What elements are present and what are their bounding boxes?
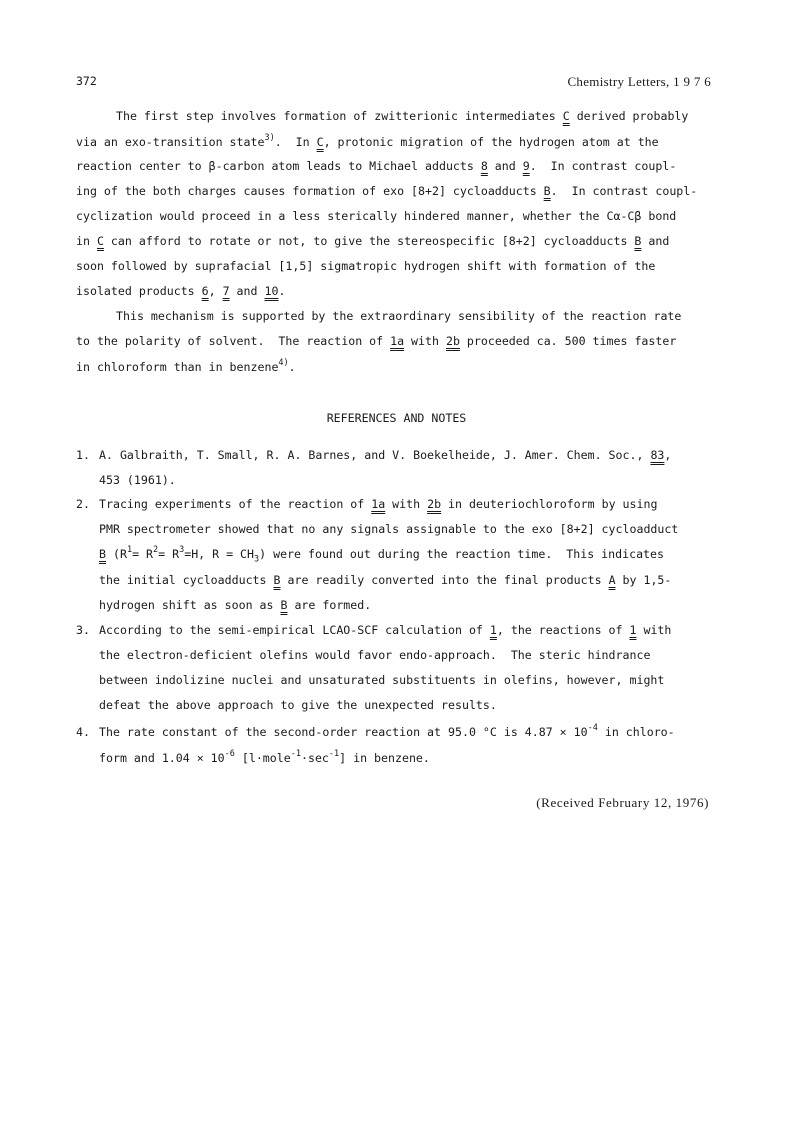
text-line: A. Galbraith, T. Small, R. A. Barnes, and V. Boekelheide, J. Amer. Chem. Soc., 83, [99, 448, 672, 462]
journal-header: Chemistry Letters, 1 9 7 6 [567, 74, 711, 89]
text-line: PMR spectrometer showed that no any signals assignable to the exo [8+2] cycloadduct [99, 522, 679, 536]
text-line: to the polarity of solvent. The reaction of 1a with 2b proceeded ca. 500 times faster [76, 334, 677, 348]
text-line: the electron-deficient olefins would favor endo-approach. The steric hindrance [99, 648, 651, 662]
text-line: form and $1.04 \times 10^{-6}$ $[l\cdot mole^{-1}\cdot\sec^{-1}]$ in benzene. [99, 749, 430, 765]
text-line: hydrogen shift as soon as B are formed. [99, 598, 372, 612]
page-number: 372 [76, 74, 97, 88]
text-line: Tracing experiments of the reaction of 1a with 2b in deuteriochloroform by using [99, 497, 658, 511]
text-line: in C can afford to rotate or not, to give the stereospecific [8+2] cycloadducts B and [76, 234, 670, 248]
text-line: soon followed by suprafacial [1,5] sigmatropic hydrogen shift with formation of the [76, 259, 656, 273]
reference-number: 4. [76, 725, 90, 739]
reference-number: 1. [76, 448, 90, 462]
text-line: cyclization would proceed in a less sterically hindered manner, whether the Cα-Cβ bond [76, 209, 677, 223]
text-line: This mechanism is supported by the extraordinary sensibility of the reaction rate [116, 309, 682, 323]
text-line: 453 (1961). [99, 473, 176, 487]
text-line: between indolizine nuclei and unsaturated substituents in olefins, however, might [99, 673, 665, 687]
reference-number: 3. [76, 623, 90, 637]
text-line: in chloroform than in benzene$^{4)}$. [76, 358, 296, 374]
text-line: The rate constant of the second-order reaction at 95.0 °C is $4.87 \times 10^{-4}$ in chloro- [99, 723, 675, 739]
text-line: B ($R^1= R^2= R^3=H$, $R = CH_3$) were found out during the reaction time. This indicates [99, 545, 664, 565]
references-heading: REFERENCES AND NOTES [326, 411, 467, 425]
received-date: (Received February 12, 1976) [536, 795, 709, 810]
text-line: the initial cycloadducts B are readily converted into the final products A by 1,5- [99, 573, 672, 587]
text-line: According to the semi-empirical LCAO-SCF calculation of 1, the reactions of 1 with [99, 623, 672, 637]
text-line: via an exo-transition state$^{3)}$. In C, protonic migration of the hydrogen atom at the [76, 133, 659, 149]
text-line: defeat the above approach to give the unexpected results. [99, 698, 497, 712]
text-line: reaction center to β-carbon atom leads to Michael adducts 8 and 9. In contrast coupl- [76, 159, 677, 173]
text-line: ing of the both charges causes formation of exo [8+2] cycloadducts B. In contrast coupl- [76, 184, 698, 198]
text-line: isolated products 6, 7 and 10. [76, 284, 286, 298]
text-line: The first step involves formation of zwitterionic intermediates C derived probably [116, 109, 689, 123]
reference-number: 2. [76, 497, 90, 511]
